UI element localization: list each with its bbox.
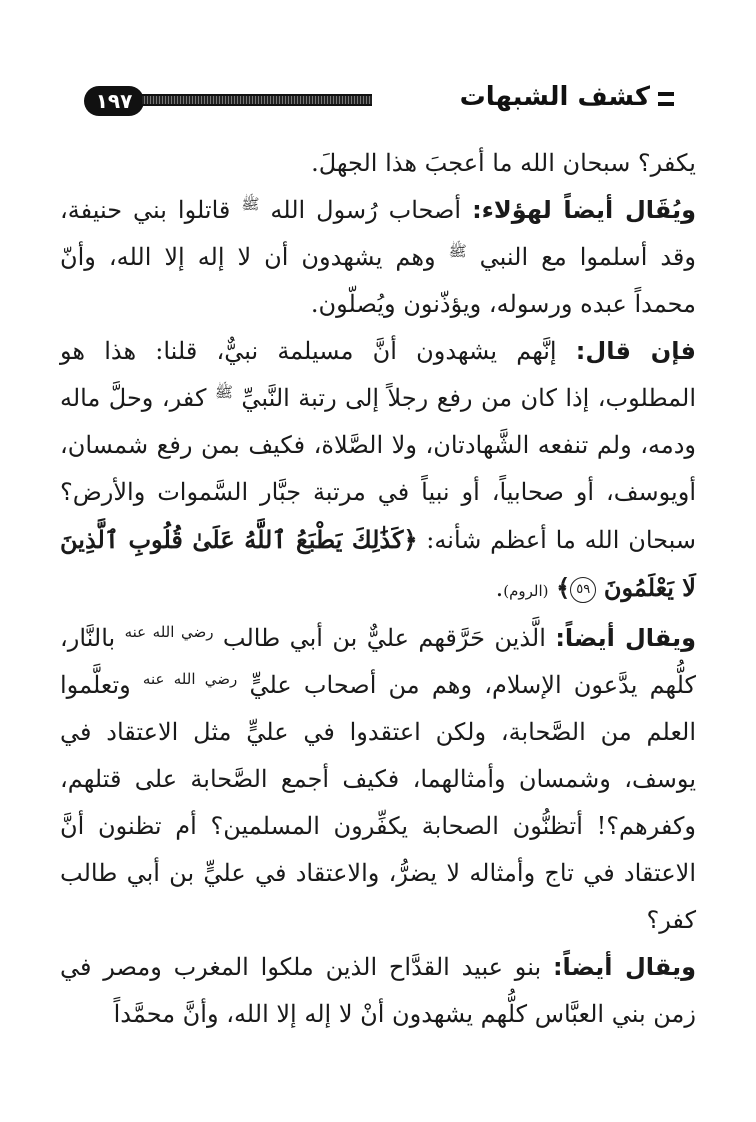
- paragraph-3-end: .: [495, 574, 504, 602]
- paragraph-2-text-b: قاتلوا بني حنيفة، وقد أسلموا مع النبي: [60, 196, 696, 271]
- honorific-salawat: ﷺ: [214, 383, 233, 401]
- paragraph-2-text-a: أصحاب رُسول الله: [259, 196, 473, 224]
- paragraph-3: [60, 328, 696, 615]
- paragraph-2: [60, 187, 696, 328]
- page-number: ١٩٧: [84, 86, 144, 116]
- paragraph-4-lead: ويقال أيضاً:: [555, 624, 696, 652]
- paragraph-3-lead: فإن قال:: [575, 337, 697, 365]
- paragraph-5-text: بنو عبيد القدَّاح الذين ملكوا المغرب ومصر في زمن بني العبَّاس كلُّهم يشهدون أنْ لا إله إلا الله، وأنَّ محمَّداً: [60, 953, 696, 1028]
- header-end-mark: [658, 92, 674, 106]
- paragraph-2-text-c: وهم يشهدون أن لا إله إلا الله، وأنّ محمداً عبده ورسوله، ويؤذّنون ويُصلّون.: [60, 243, 696, 318]
- paragraph-3-text-a: إنَّهم يشهدون أنَّ مسيلمة نبيٌّ، قلنا: هذا هو المطلوب، إذا كان من رفع رجلاً إلى رتبة النَّبيِّ: [60, 337, 697, 412]
- paragraph-4-text-c: وتعلَّموا العلم من الصَّحابة، ولكن اعتقدوا في عليٍّ مثل الاعتقاد في يوسف، وشمسان وأمثالهما، فكيف أجمع الصَّحابة على قتلهم، وكفرهم؟! أتظنُّون الصحابة يكفِّرون المسلمين؟ أم تظنون أنَّ الاعتقاد في تاج وأمثاله لا يضرُّ، والاعتقاد في عليٍّ بن أبي طالب كفر؟: [60, 671, 696, 934]
- main-text: [60, 140, 696, 1038]
- paragraph-2-lead: ويُقَال أيضاً لهؤلاء:: [472, 196, 696, 224]
- book-title: كشف الشبهات: [459, 82, 650, 112]
- ayah-number-marker: ٥٩: [570, 577, 596, 603]
- quran-bracket-open: ﴿: [403, 525, 418, 554]
- paragraph-4-text-a: الَّذين حَرَّقهم عليٌّ بن أبي طالب: [213, 624, 556, 652]
- header-decorative-rule: [142, 94, 372, 106]
- quran-bracket-close: ﴾: [556, 573, 571, 602]
- honorific-radiyallah: رضي الله عنه: [142, 670, 238, 688]
- paragraph-5-lead: ويقال أيضاً:: [552, 953, 697, 981]
- surah-reference: (الروم): [503, 582, 549, 600]
- running-header: [84, 80, 674, 124]
- honorific-salawat: ﷺ: [448, 242, 467, 260]
- paragraph-4: [60, 615, 696, 944]
- paragraph-1: يكفر؟ سبحان الله ما أعجبَ هذا الجهلَ.: [311, 149, 696, 177]
- honorific-radiyallah: رضي الله عنه: [124, 623, 214, 641]
- paragraph-4-text-b: بالنَّار، كلُّهم يدَّعون الإسلام، وهم من أصحاب عليٍّ: [60, 624, 696, 699]
- paragraph-5: [60, 944, 696, 1038]
- honorific-salawat: ﷺ: [241, 195, 260, 213]
- quran-verse: كَذَٰلِكَ يَطْبَعُ ٱللَّهُ عَلَىٰ قُلُوبِ ٱلَّذِينَ لَا يَعْلَمُونَ: [60, 525, 696, 602]
- paragraph-3-text-b: كفر، وحلَّ ماله ودمه، ولم تنفعه الشَّهادتان، ولا الصَّلاة، فكيف بمن رفع شمسان، أويوسف، أو صحابياً، أو نبياً في مرتبة جبَّار السَّموات والأرض؟ سبحان الله ما أعظم شأنه:: [60, 384, 697, 554]
